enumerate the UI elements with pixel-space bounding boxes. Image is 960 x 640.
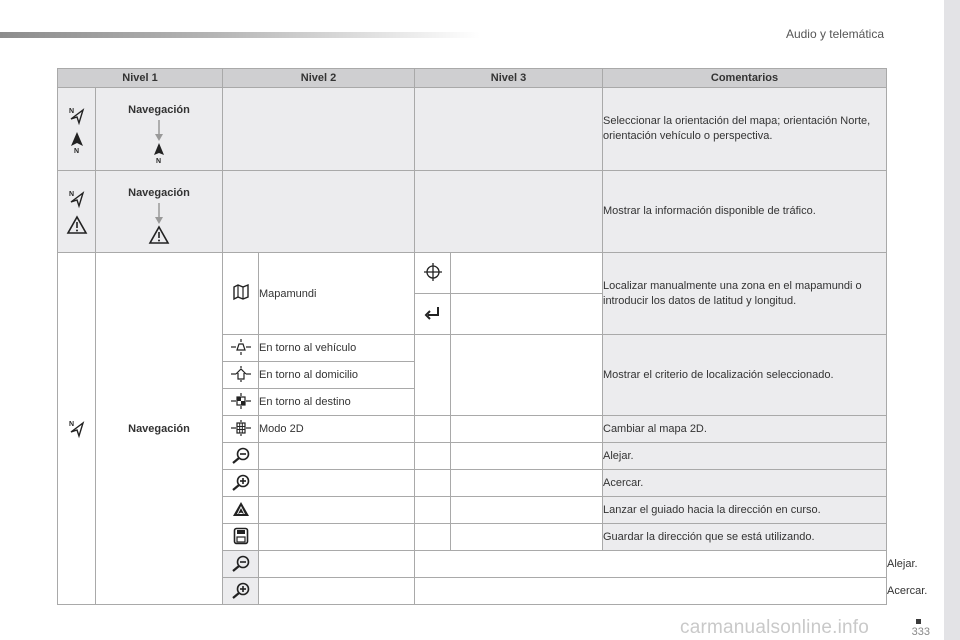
table-row: Alejar. [58,551,887,578]
level1-cell [96,88,223,171]
page-number: 333 [911,626,930,638]
home-target-icon [223,362,259,389]
navigation-icon [66,103,88,129]
header-nivel-3: Nivel 3 [415,69,603,88]
svg-text:N: N [68,420,74,428]
level1-cell [96,171,223,253]
back-arrow-icon [415,294,451,335]
svg-text:N: N [156,158,162,164]
svg-text:N: N [68,108,74,115]
down-arrow-icon [154,203,164,225]
comment-guardar: Guardar la dirección que se está utilizando. [603,524,887,551]
page-edge-strip [944,0,960,640]
level1-label: Navegación [128,104,190,116]
navigation-icon [66,186,88,212]
page-marker [916,619,921,624]
table-row: Acercar. [58,578,887,605]
watermark: carmanualsonline.info [680,617,870,638]
header-comentarios: Comentarios [603,69,887,88]
svg-text:N: N [68,190,74,198]
zoom-out-icon [223,551,259,578]
table-row [58,253,887,294]
zoom-in-icon [223,578,259,605]
north-arrow-icon [152,142,166,164]
level1-label: Navegación [128,187,190,199]
comment-mapamundi: Localizar manualmente una zona en el mapamundi o introducir los datos de latitud y longitud. [603,253,887,335]
comment-orientation: Seleccionar la orientación del mapa; orientación Norte, orientación vehículo o perspectiva. [603,88,887,171]
north-arrow-icon [66,129,88,155]
section-title: Audio y telemática [785,27,884,41]
guidance-icon [223,497,259,524]
level2-entorno-vehiculo: En torno al vehículo [259,335,415,362]
header-nivel-1: Nivel 1 [58,69,223,88]
icon-cell [58,88,96,171]
level2-entorno-destino: En torno al destino [259,389,415,416]
comment-traffic: Mostrar la información disponible de tráfico. [603,171,887,253]
comment-modo-2d: Cambiar al mapa 2D. [603,416,887,443]
destination-target-icon [223,389,259,416]
comment-acercar: Acercar. [603,470,887,497]
crosshair-icon [415,253,451,294]
level1-cell [96,253,223,605]
comment-entorno: Mostrar el criterio de localización seleccionado. [603,335,887,416]
warning-icon [148,225,170,245]
header-gradient-bar [0,32,480,38]
warning-icon [66,212,88,238]
comment-lanzar: Lanzar el guiado hacia la dirección en curso. [603,497,887,524]
level2-entorno-domicilio: En torno al domicilio [259,362,415,389]
navigation-menu-table [57,68,928,605]
zoom-out-icon [223,443,259,470]
vehicle-target-icon [223,335,259,362]
table-header-row [58,69,887,88]
down-arrow-icon [154,120,164,142]
icon-cell [58,253,96,605]
zoom-in-icon [223,470,259,497]
svg-text:N: N [73,148,79,154]
level2-modo-2d: Modo 2D [259,416,415,443]
comment-alejar: Alejar. [603,443,887,470]
save-icon [223,524,259,551]
level1-label: Navegación [128,422,190,435]
grid-2d-icon [223,416,259,443]
level2-mapamundi: Mapamundi [259,253,415,335]
map-icon [223,253,259,335]
header-nivel-2: Nivel 2 [223,69,415,88]
icon-cell [58,171,96,253]
table-row [58,88,887,171]
table-row [58,171,887,253]
navigation-icon [66,418,88,440]
